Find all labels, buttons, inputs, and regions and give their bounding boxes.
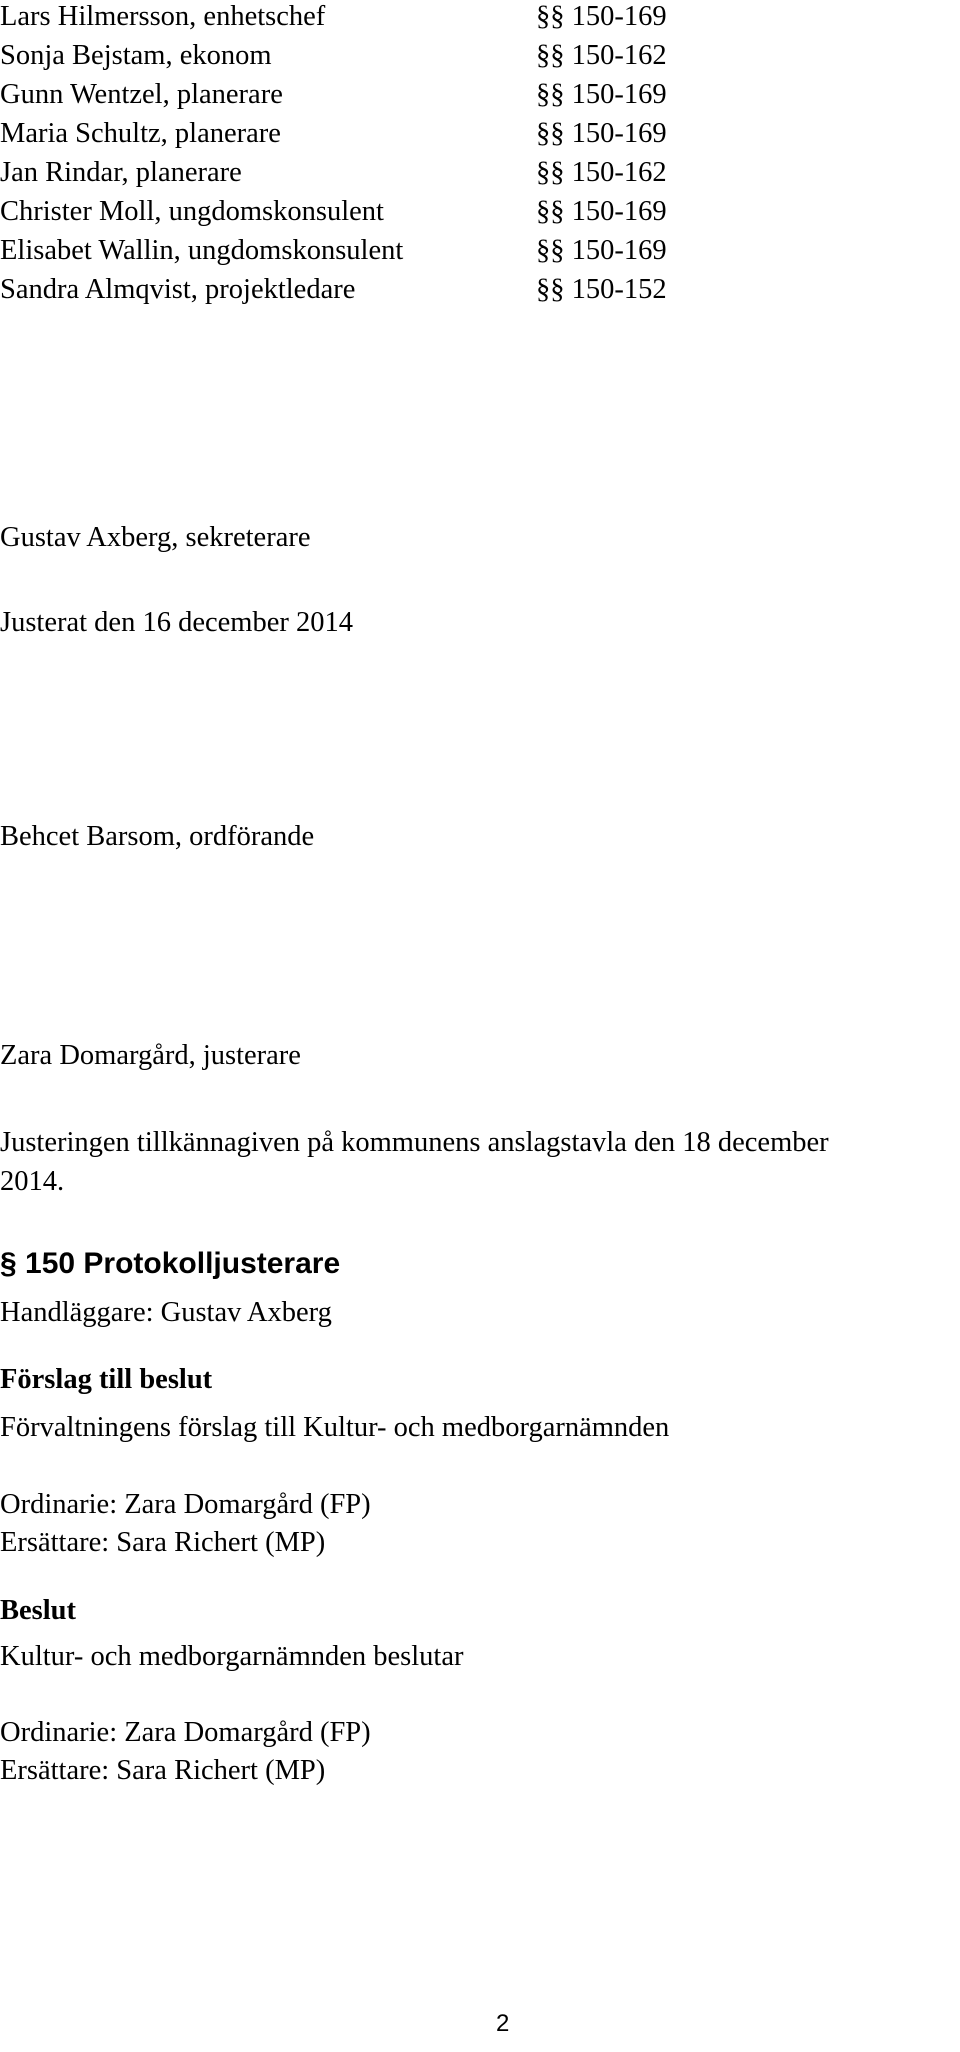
handler-line: Handläggare: Gustav Axberg [0,1297,332,1328]
attendee-name: Sandra Almqvist, projektledare [0,274,356,305]
page-number: 2 [496,2010,510,2037]
attendee-name: Lars Hilmersson, enhetschef [0,1,326,32]
adjuster-signature: Zara Domargård, justerare [0,1040,301,1071]
attendee-sections: §§ 150-152 [536,274,667,305]
section-heading: § 150 Protokolljusterare [0,1247,341,1280]
proposal-substitute: Ersättare: Sara Richert (MP) [0,1527,326,1558]
proposal-text: Förvaltningens förslag till Kultur- och medborgarnämnden [0,1412,670,1443]
attendee-name: Christer Moll, ungdomskonsulent [0,196,384,227]
attendee-name: Maria Schultz, planerare [0,118,281,149]
attendee-row [0,78,960,118]
attendee-row [0,273,960,313]
decision-substitute: Ersättare: Sara Richert (MP) [0,1755,326,1786]
attendee-sections: §§ 150-169 [536,118,667,149]
attendee-name: Sonja Bejstam, ekonom [0,40,272,71]
attendee-name: Gunn Wentzel, planerare [0,79,283,110]
attendee-sections: §§ 150-162 [536,40,667,71]
attendee-sections: §§ 150-169 [536,79,667,110]
adjusted-date: Justerat den 16 december 2014 [0,607,353,638]
proposal-ordinary: Ordinarie: Zara Domargård (FP) [0,1489,371,1520]
chairman-signature: Behcet Barsom, ordförande [0,821,315,852]
announcement-line-2: 2014. [0,1166,65,1197]
attendee-sections: §§ 150-169 [536,235,667,266]
attendee-row [0,0,960,40]
attendee-row [0,117,960,157]
attendee-row [0,195,960,235]
secretary-signature: Gustav Axberg, sekreterare [0,522,311,553]
decision-ordinary: Ordinarie: Zara Domargård (FP) [0,1717,371,1748]
decision-text: Kultur- och medborgarnämnden beslutar [0,1641,464,1672]
attendee-sections: §§ 150-162 [536,157,667,188]
attendee-row [0,234,960,274]
proposal-heading: Förslag till beslut [0,1364,213,1395]
attendee-row [0,39,960,79]
announcement-line-1: Justeringen tillkännagiven på kommunens anslagstavla den 18 december [0,1127,829,1158]
attendee-name: Jan Rindar, planerare [0,157,242,188]
attendee-name: Elisabet Wallin, ungdomskonsulent [0,235,404,266]
decision-heading: Beslut [0,1595,77,1626]
attendee-row [0,156,960,196]
attendee-sections: §§ 150-169 [536,196,667,227]
attendee-sections: §§ 150-169 [536,1,667,32]
